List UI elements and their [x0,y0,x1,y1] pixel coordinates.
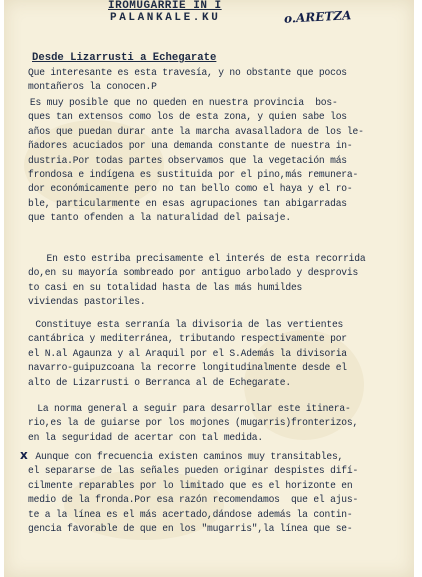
paragraph-2 [28,96,414,226]
text-line: años que puedan durar ante la marcha avasalladora de los le- [28,125,364,138]
text-line: do,en su mayoría sombreado por antiguo arbolado y desprovis [28,267,359,280]
text-line: montañeros la conocen.P [28,81,157,94]
handwritten-annotation: o.ARETZA [283,8,352,26]
typewritten-sheet [4,0,414,577]
text-line: que tanto ofenden a la naturalidad del paisaje. [28,212,291,225]
text-line: navarro-guipuzcoana la recorre longitudinalmente desde el [28,362,347,375]
text-line: ñadores acuciados por una demanda constante de nuestra in- [28,140,353,153]
text-line: te a la línea es el más acertado,dándose además la contin- [28,508,353,521]
text-line: La norma general a seguir para desarrollar este itinera- [37,403,351,415]
paragraph-6 [28,450,414,536]
section-heading: Desde Lizarrusti a Echegarate [32,52,217,64]
document-subtitle: PALANKALE.KU [110,12,221,24]
text-line: Que interesante es esta travesía, y no obstante que pocos [28,67,347,79]
text-line: ble, particularmente en esas agrupaciones tan abigarradas [28,197,347,210]
paragraph-1 [28,66,414,95]
text-line: dor económicamente pero no tan bello como el haya y el ro- [28,183,353,196]
text-line: el N.al Agaunza y al Araquil por el S.Además la divisoria [28,347,347,360]
text-line: cantábrica y mediterránea, tributando respectivamente por [28,333,347,346]
text-line: ques tan extensos como los de esta zona, y quien sabe los [28,111,347,124]
text-line: gencia favorable de que en los "mugarris",la línea que se- [28,523,353,536]
text-line: el separarse de las señales pueden originar despistes difí- [28,465,359,478]
paragraph-3 [28,252,414,310]
text-line: frondosa e indígena es sustituida por el pino,más remunera- [28,169,359,182]
text-line: Aunque con frecuencia existen caminos muy transitables, [35,451,344,463]
text-line: cilmente reparables por lo limitado que es el horizonte en [28,479,353,492]
text-line: Constituye esta serranía la divisoria de las vertientes [35,319,344,331]
text-line: medio de la fronda.Por esa razón recomendamos que el ajus- [28,494,359,507]
text-line: dustria.Por todas partes observamos que la vegetación más [28,154,347,167]
text-line: viviendas pastoriles. [28,296,146,309]
text-line: alto de Lizarrusti o Berranca al de Echegarate. [28,376,291,389]
margin-mark-x: x [20,448,28,462]
text-line: En esto estriba precisamente el interés de esta recorrida [46,253,366,265]
text-line: Es muy posible que no queden en nuestra provincia bos- [29,97,338,109]
paragraph-5 [28,402,414,445]
paragraph-4 [28,318,414,390]
text-line: en la seguridad de acertar con tal medida. [28,431,263,444]
text-line: rio,es la de guiarse por los mojones (mugarris)fronterizos, [28,417,359,430]
document-title: IROMUGARRIE IN I [108,0,222,12]
text-line: to casi en su totalidad hasta de las más humildes [28,281,303,294]
